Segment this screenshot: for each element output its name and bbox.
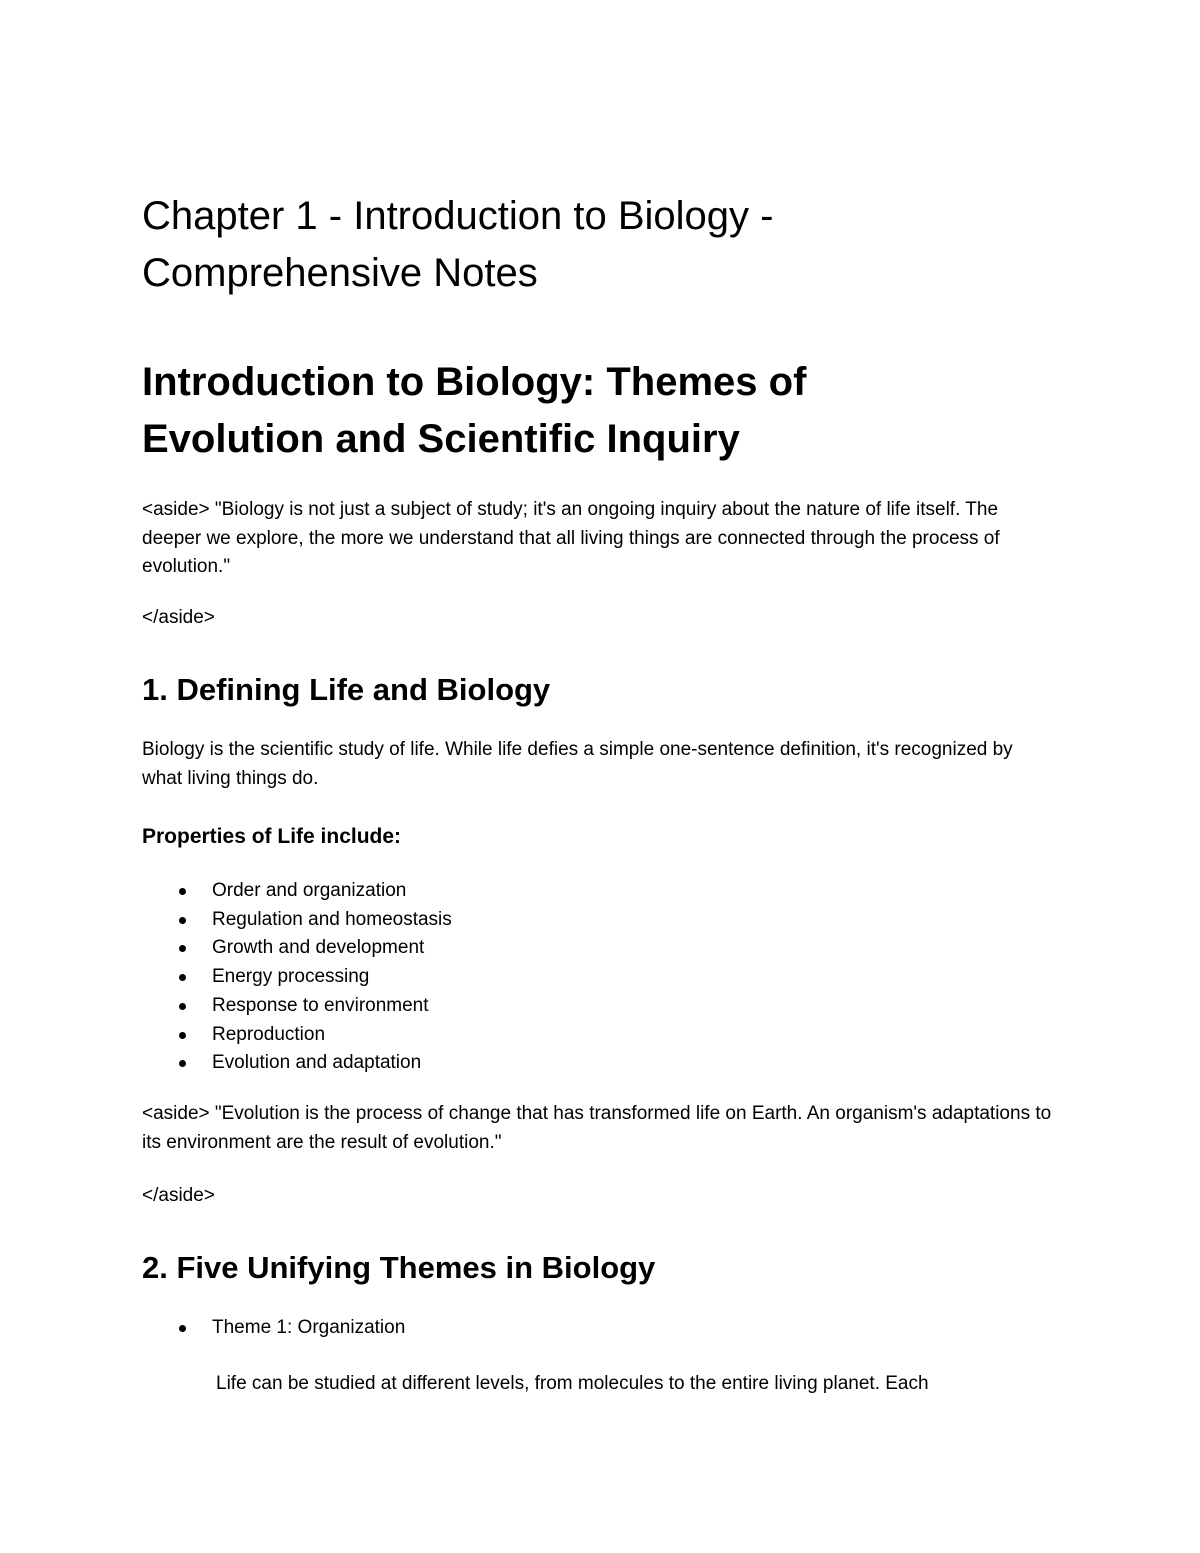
list-item-text: Response to environment bbox=[212, 994, 429, 1016]
list-item-text: Growth and development bbox=[212, 937, 425, 959]
section-heading-unifying-themes: 2. Five Unifying Themes in Biology bbox=[142, 1250, 656, 1285]
list-item-text: Energy processing bbox=[212, 966, 370, 988]
bullet-icon bbox=[179, 1325, 186, 1332]
bullet-icon bbox=[179, 945, 186, 952]
bullet-icon bbox=[179, 888, 186, 895]
bullet-icon bbox=[179, 1003, 186, 1010]
document-title bbox=[142, 188, 1042, 302]
list-item bbox=[142, 1314, 405, 1343]
list-item-text: Evolution and adaptation bbox=[212, 1052, 422, 1074]
properties-list bbox=[142, 877, 452, 1078]
list-item bbox=[142, 1049, 452, 1078]
section-heading-defining-life: 1. Defining Life and Biology bbox=[142, 672, 551, 707]
subtitle-line-1: Introduction to Biology: Themes of bbox=[142, 360, 807, 404]
list-item-text: Regulation and homeostasis bbox=[212, 908, 452, 930]
themes-list bbox=[142, 1314, 405, 1343]
list-item bbox=[142, 906, 452, 935]
title-line-1: Chapter 1 - Introduction to Biology - bbox=[142, 194, 774, 238]
document-subtitle bbox=[142, 354, 1042, 468]
list-item bbox=[142, 1021, 452, 1050]
list-item bbox=[142, 877, 452, 906]
properties-label: Properties of Life include: bbox=[142, 825, 402, 848]
list-item bbox=[142, 992, 452, 1021]
theme-1-paragraph: Life can be studied at different levels, from molecules to the entire living planet. Each bbox=[216, 1373, 929, 1394]
section-1-paragraph: Biology is the scientific study of life. While life defies a simple one-sentence definition, it's recognized by what living things do. bbox=[142, 739, 1013, 789]
bullet-icon bbox=[179, 917, 186, 924]
aside-close-2: </aside> bbox=[142, 1185, 215, 1206]
aside-quote-2: <aside> "Evolution is the process of change that has transformed life on Earth. An organism's adaptations to its environment are the result of evolution." bbox=[142, 1103, 1052, 1153]
title-line-2: Comprehensive Notes bbox=[142, 251, 538, 295]
list-item-text: Theme 1: Organization bbox=[212, 1317, 406, 1338]
aside-quote-1: <aside> "Biology is not just a subject of study; it's an ongoing inquiry about the nature of life itself. The deeper we explore, the more we understand that all living things are connected through the process of evolution." bbox=[142, 499, 1000, 577]
list-item bbox=[142, 934, 452, 963]
bullet-icon bbox=[179, 1060, 186, 1067]
list-item bbox=[142, 963, 452, 992]
bullet-icon bbox=[179, 1032, 186, 1039]
list-item-text: Order and organization bbox=[212, 880, 407, 901]
bullet-icon bbox=[179, 974, 186, 981]
subtitle-line-2: Evolution and Scientific Inquiry bbox=[142, 417, 740, 461]
aside-close-1: </aside> bbox=[142, 607, 215, 628]
list-item-text: Reproduction bbox=[212, 1023, 326, 1045]
